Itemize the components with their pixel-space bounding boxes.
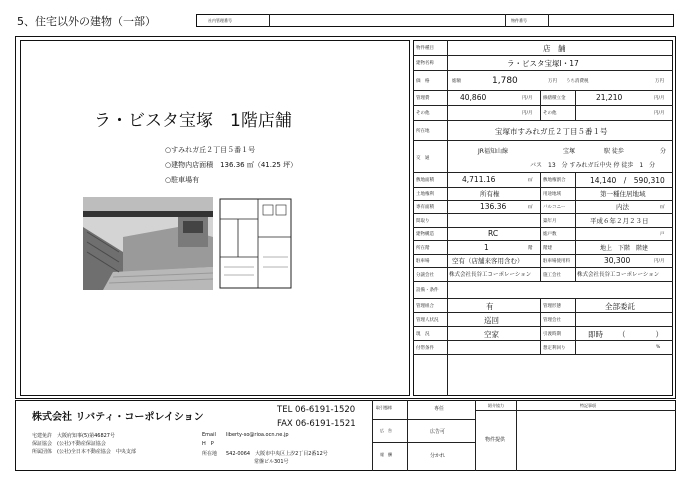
parking-label: 駐車場 xyxy=(416,259,430,264)
repair-value: 21,210 xyxy=(596,93,623,102)
price-label: 価 格 xyxy=(416,79,430,84)
other2-label: その他 xyxy=(543,111,557,116)
mgmt-unit: 円/月 xyxy=(522,96,533,101)
ad-value: 広告可 xyxy=(430,429,446,435)
floor-unit: 階 xyxy=(528,246,533,251)
balcony-unit: ㎡ xyxy=(660,205,665,210)
build-co-value: 株式会社長谷工コーポレーション xyxy=(577,272,660,278)
traffic-line1c: 駅 徒歩 xyxy=(604,148,624,155)
facility-label: 設備・条件 xyxy=(416,288,439,293)
share-label: 敷地権割合 xyxy=(543,178,566,183)
building-value: 常盤ビル301号 xyxy=(254,459,289,465)
traffic-line1d: 分 xyxy=(660,148,667,155)
fee-label: 報 酬 xyxy=(380,452,392,457)
name-label: 建物名称 xyxy=(416,61,434,66)
property-no-label: 物件番号 xyxy=(511,18,527,23)
email-label: Email xyxy=(202,432,216,438)
misc-value: 物件提供 xyxy=(485,437,506,443)
traffic-label: 交 通 xyxy=(416,156,430,161)
mgmt-type-value: 全部委託 xyxy=(605,302,635,311)
flyer-bullet-parking: ○駐車場有 xyxy=(165,176,200,184)
address-value: 542-0064 大阪市中央区上汐2丁目2番12号 xyxy=(226,451,328,457)
deal-value: 専任 xyxy=(434,406,445,412)
mgmt-co-label: 管理会社 xyxy=(543,318,561,323)
share-value: 14,140 / 590,310 xyxy=(590,176,665,185)
structure-label: 建物構造 xyxy=(416,232,434,237)
floor-plan xyxy=(218,197,293,290)
floor-value: 1 xyxy=(484,243,489,252)
mgmt-form-value: 有 xyxy=(486,302,494,311)
yield-unit: % xyxy=(656,345,661,350)
traffic-line1b: 宝塚 xyxy=(563,148,576,155)
cond-label: 付帯条件 xyxy=(416,346,434,351)
land-right-value: 所有権 xyxy=(480,190,500,198)
mgmt-label: 管理費 xyxy=(416,96,430,101)
structure-value: RC xyxy=(488,229,499,238)
section-title: 5、住宅以外の建物（一部） xyxy=(17,15,156,28)
header-bar xyxy=(196,14,674,27)
internal-code-label: 社内管理番号 xyxy=(208,18,232,23)
flyer-panel xyxy=(20,40,410,396)
other-unit: 円/月 xyxy=(522,111,533,116)
traffic-line2: バス 13 分 すみれガ丘中央 停 徒歩 1 分 xyxy=(530,162,656,169)
price-sub: 総額 xyxy=(452,79,461,84)
flyer-bullet-area: ○建物内店面積 136.36 ㎡（41.25 坪） xyxy=(165,161,298,169)
handover-value: 即時 xyxy=(588,330,603,339)
hp-label: H P xyxy=(202,441,214,447)
fee-value: 分かれ xyxy=(430,453,446,459)
parking-value: 空有（店舗来客用含む） xyxy=(452,257,524,265)
use-zone-value: 第一種住居地域 xyxy=(600,190,646,198)
mgmt-mode-label: 管理人状況 xyxy=(416,318,439,323)
type-value: 店 舗 xyxy=(543,44,566,53)
price-tax: うち消費税 xyxy=(566,79,589,84)
parking-fee-value: 30,300 xyxy=(604,256,631,265)
area-unit: ㎡ xyxy=(528,205,533,210)
mgmt-value: 40,860 xyxy=(460,93,487,102)
yield-label: 想定利回り xyxy=(543,346,566,351)
price-value: 1,780 xyxy=(492,76,518,86)
story-value: 地上 下階 階建 xyxy=(600,245,649,252)
built-value: 平成６年２月２３日 xyxy=(590,217,649,225)
flyer-title: ラ・ビスタ宝塚 1階店舗 xyxy=(94,111,292,131)
price-unit: 万円 xyxy=(548,79,557,84)
balcony-label: バルコニー xyxy=(543,205,566,210)
building-photo xyxy=(83,197,213,290)
use-zone-label: 用途地域 xyxy=(543,192,561,197)
site-label: 敷地面積 xyxy=(416,178,434,183)
land-right-label: 土地権利 xyxy=(416,192,434,197)
handover-label: 引渡時期 xyxy=(543,332,561,337)
flyer-bullet-address: ○すみれガ丘２丁目５番１号 xyxy=(165,146,256,154)
status-label: 現 況 xyxy=(416,332,430,337)
status-value: 空家 xyxy=(484,330,499,339)
guarantee-assoc: 保証協会 (公社)不動産保証協会 xyxy=(32,441,106,447)
location-value: 宝塚市すみれガ丘２丁目５番１号 xyxy=(495,127,608,136)
handover-paren: （ ） xyxy=(618,330,663,339)
repair-label: 修繕積立金 xyxy=(543,96,566,101)
deal-label: 取引態様 xyxy=(376,405,392,410)
name-value: ラ・ビスタ宝塚Ⅰ・17 xyxy=(507,59,579,68)
parking-fee-unit: 円/月 xyxy=(654,259,665,264)
company-tel: TEL 06-6191-1520 xyxy=(277,405,356,415)
company-name: 株式会社 リバティ・コーポレイション xyxy=(32,412,204,423)
parking-fee-label: 駐車場使用料 xyxy=(543,259,570,264)
location-label: 所在地 xyxy=(416,129,430,134)
site-unit: ㎡ xyxy=(528,178,533,183)
repair-unit: 円/月 xyxy=(654,96,665,101)
type-label: 物件種目 xyxy=(416,46,434,51)
area-value: 136.36 xyxy=(480,202,507,211)
other2-unit: 円/月 xyxy=(654,111,665,116)
member-assoc: 所属団体 (公社)全日本不動産協会 中央支部 xyxy=(32,449,136,455)
address-label: 所在地 xyxy=(202,451,218,457)
area-label: 専有面積 xyxy=(416,205,434,210)
ad-label: 広 告 xyxy=(380,428,392,433)
email-value: liberty-so@rioa.ocn.ne.jp xyxy=(226,432,289,438)
misc-label: 紹介協力 xyxy=(488,403,504,408)
mgmt-mode-value: 巡回 xyxy=(484,316,499,325)
balcony-value: 内法 xyxy=(616,203,629,211)
build-co-label: 施工会社 xyxy=(543,273,561,278)
other-label: その他 xyxy=(416,111,430,116)
mgmt-form-label: 管理組合 xyxy=(416,304,434,309)
built-label: 築年月 xyxy=(543,219,557,224)
price-tax-unit: 万円 xyxy=(655,79,664,84)
floor-label: 所在階 xyxy=(416,246,430,251)
units-label: 総戸数 xyxy=(543,232,557,237)
sale-co-value: 株式会社長谷工コーポレーション xyxy=(449,272,532,278)
story-label: 階建 xyxy=(543,246,552,251)
remark-label: 特記事項 xyxy=(580,403,596,408)
license-no: 宅建免許 大阪府知事(5)第46827号 xyxy=(32,433,115,439)
site-value: 4,711.16 xyxy=(462,175,496,184)
mgmt-type-label: 管理形態 xyxy=(543,304,561,309)
traffic-line1a: JR福知山線 xyxy=(478,148,508,155)
layout-label: 間取り xyxy=(416,219,430,224)
sale-co-label: 分譲会社 xyxy=(416,273,434,278)
company-fax: FAX 06-6191-1521 xyxy=(277,419,356,429)
units-unit: 戸 xyxy=(660,232,665,237)
